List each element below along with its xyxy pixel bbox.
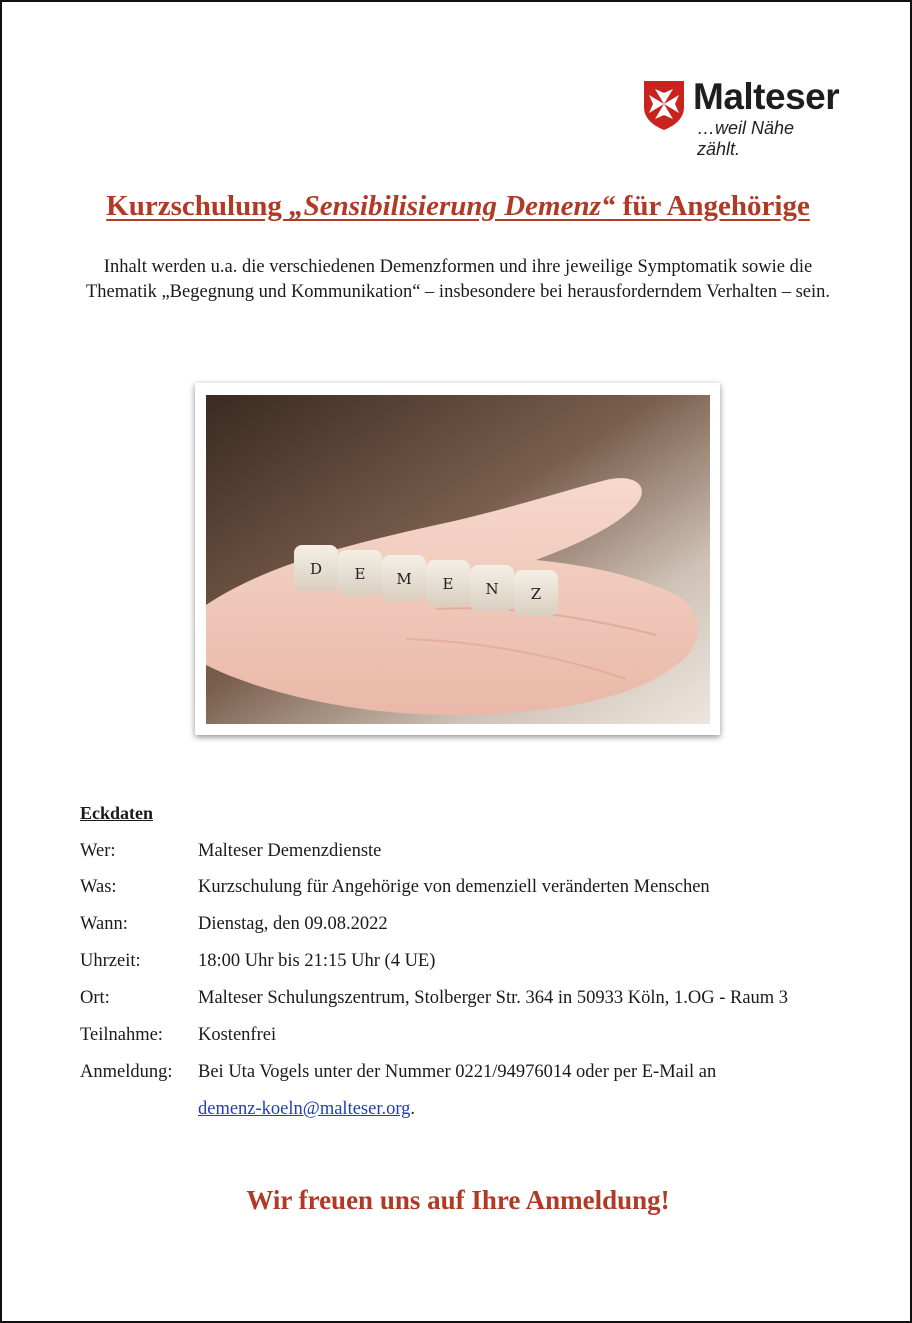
photo-frame [195, 383, 720, 735]
dice-letter: E [354, 565, 366, 583]
detail-value: Bei Uta Vogels unter der Nummer 0221/94976014 oder per E-Mail an [198, 1062, 717, 1082]
detail-label: Uhrzeit: [80, 951, 141, 971]
detail-value: 18:00 Uhr bis 21:15 Uhr (4 UE) [198, 951, 436, 971]
logo-brand: Malteser [693, 76, 840, 117]
dice-letter: N [485, 580, 499, 598]
dice-letter: M [396, 570, 412, 588]
detail-value: Malteser Schulungszentrum, Stolberger Str. 364 in 50933 Köln, 1.OG - Raum 3 [198, 988, 789, 1008]
detail-label: Wer: [80, 841, 116, 861]
malteser-logo [642, 76, 842, 159]
details-heading: Eckdaten [80, 803, 154, 823]
email-suffix: . [410, 1099, 416, 1119]
detail-value: Malteser Demenzdienste [198, 841, 382, 861]
detail-label: Was: [80, 877, 117, 897]
detail-label: Teilnahme: [80, 1025, 163, 1045]
title-italic: „Sensibilisierung Demenz“ [289, 190, 616, 222]
detail-value: Kostenfrei [198, 1025, 277, 1045]
detail-label: Wann: [80, 914, 128, 934]
detail-value: Kurzschulung für Angehörige von demenziell veränderten Menschen [198, 877, 710, 897]
detail-label: Anmeldung: [80, 1062, 173, 1082]
maltese-cross-shield-icon [642, 79, 686, 131]
title-prefix: Kurzschulung [106, 190, 290, 222]
page-title [2, 190, 912, 223]
detail-label: Ort: [80, 988, 110, 1008]
hand-with-dice-photo [206, 395, 710, 724]
logo-slogan: …weil Nähe zählt. [697, 118, 795, 159]
email-link[interactable]: demenz-koeln@malteser.org [198, 1099, 411, 1119]
closing-text: Wir freuen uns auf Ihre Anmeldung! [246, 1185, 670, 1215]
dice-letter: E [442, 575, 454, 593]
dice-letter: Z [530, 585, 542, 603]
title-suffix: für Angehörige [615, 190, 810, 222]
dice-letter: D [309, 560, 323, 578]
email-line [198, 1099, 415, 1120]
detail-value: Dienstag, den 09.08.2022 [198, 914, 388, 934]
intro-text: Inhalt werden u.a. die verschiedenen Demenzformen und ihre jeweilige Symptomatik sowie die Thematik „Begegnung und Kommunikation“ – insbesondere bei herausforderndem Verhalten – sein. [85, 257, 831, 302]
